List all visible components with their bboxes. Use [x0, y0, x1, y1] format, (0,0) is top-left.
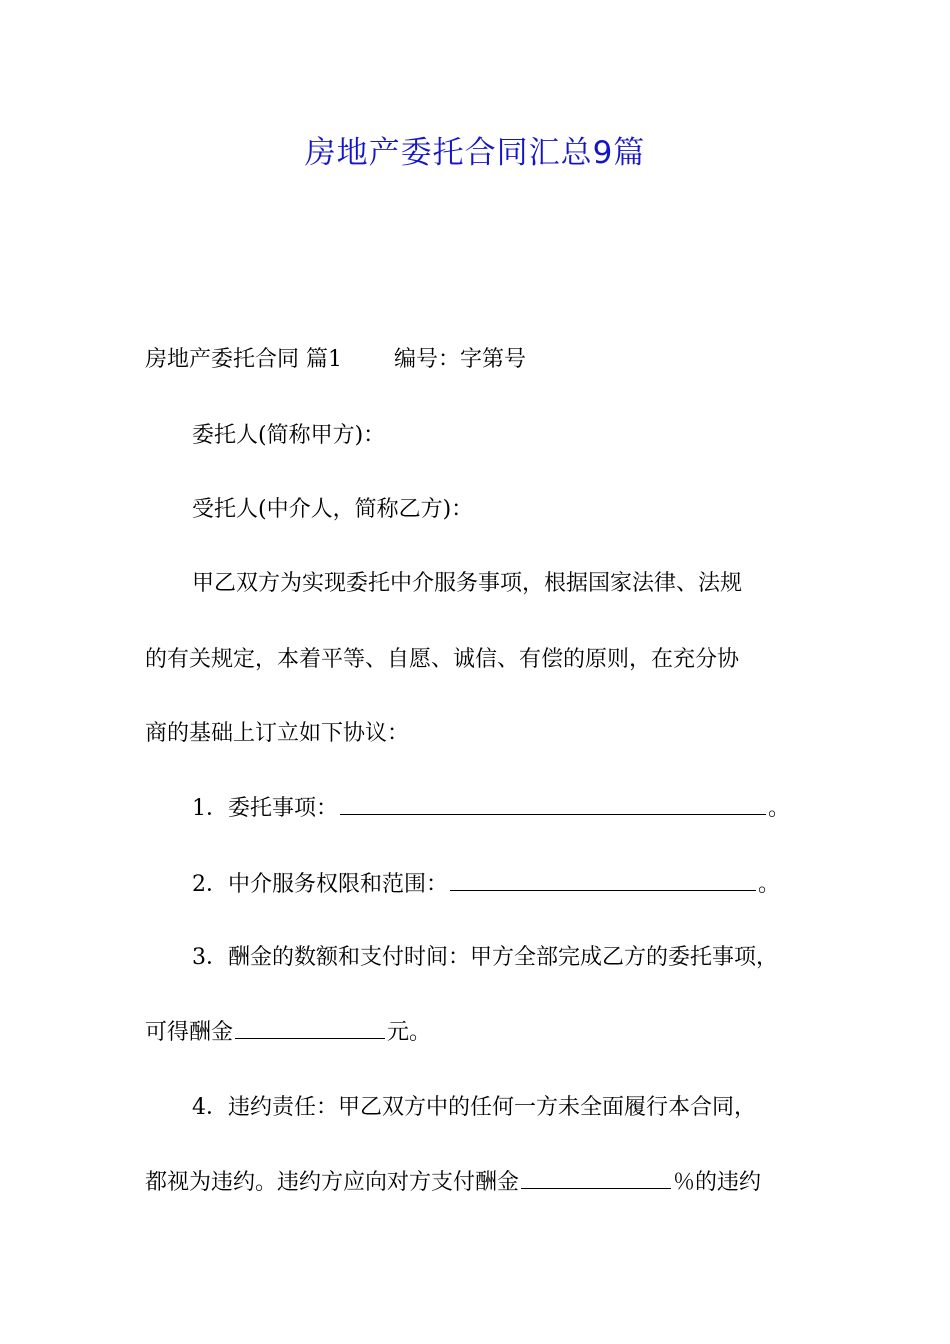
clause-1-blank[interactable] [340, 788, 766, 815]
clause-4-line-1: 4．违约责任：甲乙双方中的任何一方未全面履行本合同， [192, 1095, 756, 1120]
reward-amount-blank[interactable] [235, 1012, 385, 1039]
contract-name: 房地产委托合同 篇1 [145, 347, 342, 372]
clause-4-line-2: 都视为违约。违约方应向对方支付酬金 ％的违约 [145, 1162, 761, 1203]
clause-3-line-2: 可得酬金 元。 [145, 1012, 431, 1053]
clause-1: 1．委托事项： 。 [192, 788, 790, 829]
contract-number-label: 编号：字第号 [394, 347, 527, 372]
preamble-line-1: 甲乙双方为实现委托中介服务事项，根据国家法律、法规 [192, 571, 743, 596]
agent-line: 受托人(中介人，简称乙方)： [192, 497, 474, 522]
clause-2-blank[interactable] [450, 864, 756, 891]
contract-header-line [145, 340, 526, 380]
clause-3-line-1: 3．酬金的数额和支付时间：甲方全部完成乙方的委托事项， [192, 945, 778, 970]
penalty-percent-blank[interactable] [521, 1162, 671, 1189]
clause-1-label: 1．委托事项： [192, 796, 338, 821]
clause-2-label: 2．中介服务权限和范围： [192, 872, 448, 897]
preamble-line-2: 的有关规定，本着平等、自愿、诚信、有偿的原则，在充分协 [145, 647, 740, 672]
document-title: 房地产委托合同汇总9篇 [304, 135, 646, 171]
clause-2: 2．中介服务权限和范围： 。 [192, 864, 780, 905]
preamble-line-3: 商的基础上订立如下协议： [145, 721, 410, 746]
principal-line: 委托人(简称甲方)： [192, 423, 386, 448]
